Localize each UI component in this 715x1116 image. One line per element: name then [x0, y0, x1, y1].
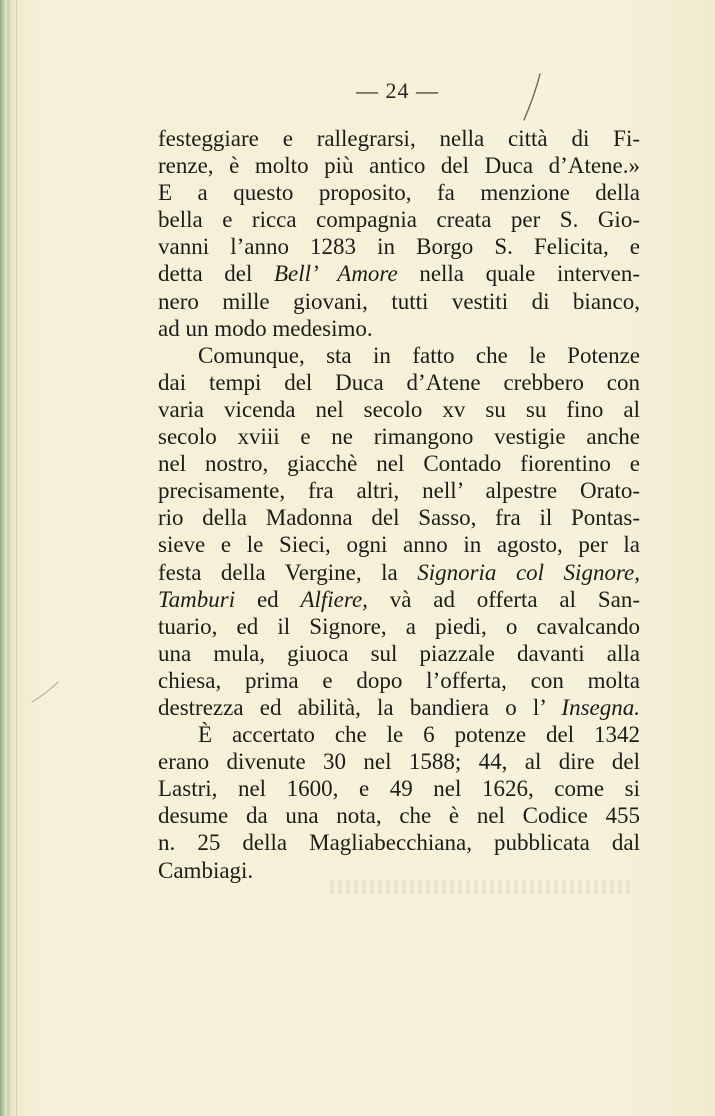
text-line: una mula, giuoca sul piazzale davanti alla [158, 640, 640, 666]
text-span: detta del [158, 261, 274, 287]
italic-title-insegna: Insegna. [561, 694, 640, 720]
margin-pencil-mark [30, 680, 60, 704]
page-number: — 24 — [356, 78, 439, 103]
text-span: ed [235, 586, 301, 612]
italic-title-signoria: Signoria col Signore, [417, 559, 640, 585]
body-text [158, 125, 640, 884]
text-line: Cambiagi. [158, 857, 254, 883]
text-line: n. 25 della Magliabecchiana, pubblicata dal [158, 830, 640, 856]
text-line: sieve e le Sieci, ogni anno in agosto, per la [158, 532, 640, 558]
text-line: chiesa, prima e dopo l’offerta, con molta [158, 667, 640, 693]
text-line: varia vicenda nel secolo xv su su fino al [158, 396, 640, 422]
text-line [158, 559, 640, 586]
page-binding-edge [0, 0, 14, 1116]
text-span: festa della Vergine, la [158, 559, 418, 585]
binding-gutter-line [16, 0, 17, 1116]
text-line: nel nostro, giacchè nel Contado fiorentino e [158, 451, 640, 477]
text-line: dai tempi del Duca d’Atene crebbero con [158, 369, 640, 395]
text-line: festeggiare e rallegrarsi, nella città di Fi- [158, 126, 640, 151]
text-line: E a questo proposito, fa menzione della [158, 180, 640, 206]
text-line [158, 586, 640, 613]
paragraph-start-line: Comunque, sta in fatto che le Potenze [198, 342, 640, 368]
text-span: destrezza ed abilità, la bandiera o l’ [158, 694, 562, 720]
text-line [158, 260, 640, 287]
text-span: nella quale interven- [397, 261, 640, 287]
italic-title-tamburi: Tamburi [158, 586, 236, 612]
text-line: bella e ricca compagnia creata per S. Gio- [158, 207, 640, 233]
text-line: nero mille giovani, tutti vestiti di bianco, [158, 288, 640, 314]
text-line: desume da una nota, che è nel Codice 455 [158, 803, 640, 829]
show-through-text [330, 880, 630, 894]
paragraph-start-line: È accertato che le 6 potenze del 1342 [198, 722, 640, 748]
text-line: erano divenute 30 nel 1588; 44, al dire del [158, 749, 640, 775]
text-span: và ad offerta al San- [367, 586, 640, 612]
text-line: renze, è molto più antico del Duca d’Atene.» [158, 153, 640, 179]
text-line: ad un modo medesimo. [158, 315, 373, 341]
italic-title-alfiere: Alfiere, [300, 586, 368, 612]
italic-title-bell-amore: Bell’ Amore [273, 261, 398, 287]
text-line: precisamente, fra altri, nell’ alpestre Orato- [158, 478, 640, 504]
text-line: tuario, ed il Signore, a piedi, o cavalcando [158, 613, 640, 639]
text-line: vanni l’anno 1283 in Borgo S. Felicita, e [158, 234, 640, 260]
text-line [158, 694, 640, 721]
text-line: secolo xviii e ne rimangono vestigie anche [158, 424, 640, 450]
text-line: rio della Madonna del Sasso, fra il Pontas- [158, 505, 640, 531]
text-line: Lastri, nel 1600, e 49 nel 1626, come si [158, 776, 640, 802]
